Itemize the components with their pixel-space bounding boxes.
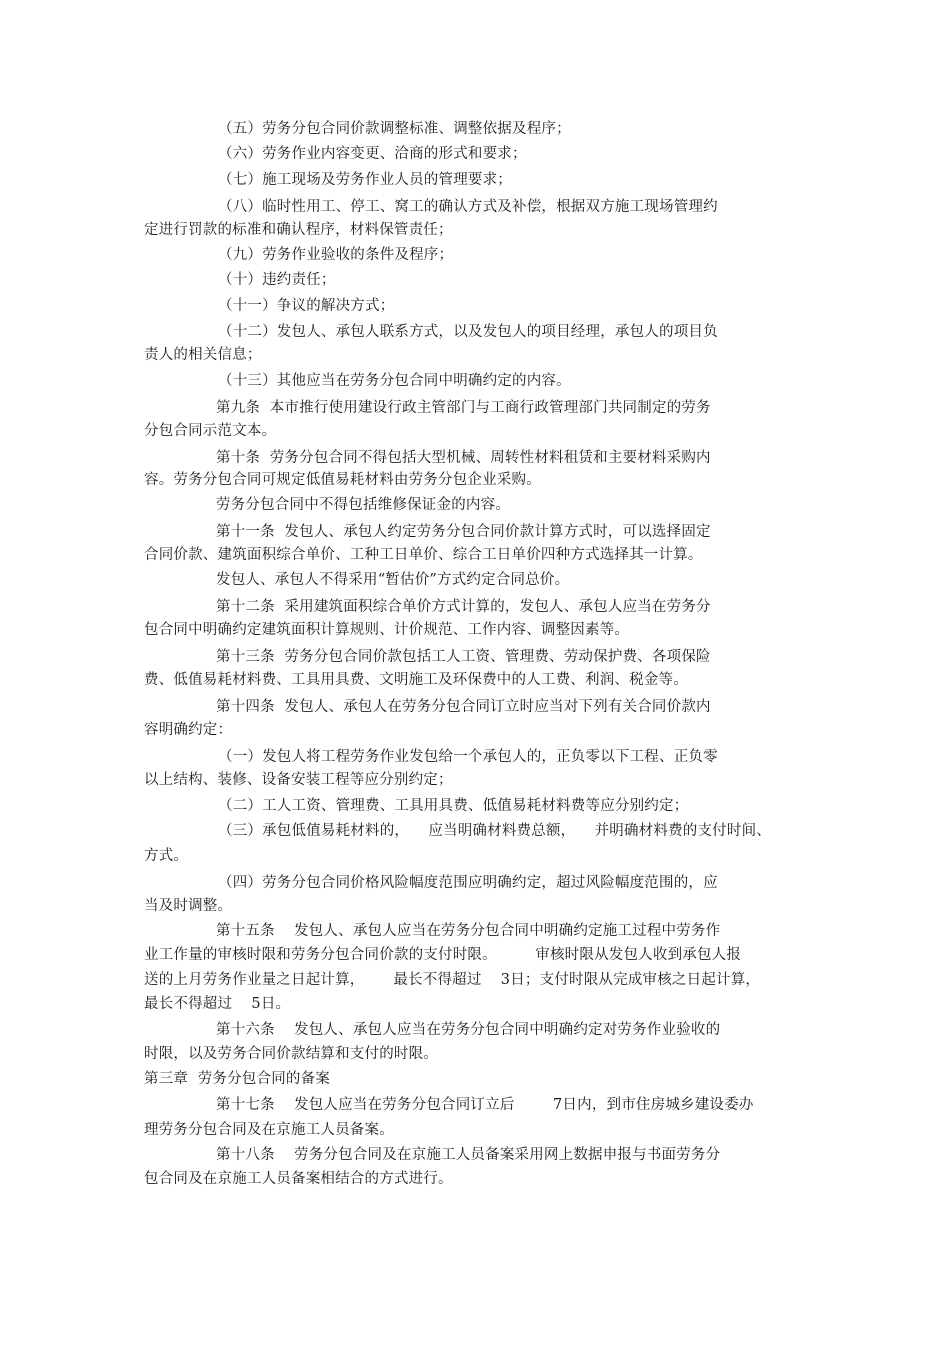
text-line: 第十六条 发包人、承包人应当在劳务分包合同中明确约定对劳务作业验收的 xyxy=(216,1022,721,1038)
text-line: （十三）其他应当在劳务分包合同中明确约定的内容。 xyxy=(218,373,571,389)
chapter-heading: 第三章 劳务分包合同的备案 xyxy=(144,1071,331,1087)
text-line: 包合同中明确约定建筑面积计算规则、计价规范、工作内容、调整因素等。 xyxy=(144,622,630,638)
text-line: 理劳务分包合同及在京施工人员备案。 xyxy=(144,1122,394,1138)
text-line: 送的上月劳务作业量之日起计算， 最长不得超过 3日；支付时限从完成审核之日起计算， xyxy=(144,972,761,988)
text-line: 方式。 xyxy=(144,848,189,864)
text-line: （五）劳务分包合同价款调整标准、调整依据及程序； xyxy=(218,121,571,137)
text-line: （四）劳务分包合同价格风险幅度范围应明确约定，超过风险幅度范围的，应 xyxy=(218,875,718,891)
text-line: 当及时调整。 xyxy=(144,898,233,914)
text-line: （七）施工现场及劳务作业人员的管理要求； xyxy=(218,172,512,188)
text-line: 包合同及在京施工人员备案相结合的方式进行。 xyxy=(144,1171,453,1187)
text-line: 费、低值易耗材料费、工具用具费、文明施工及环保费中的人工费、利润、税金等。 xyxy=(144,672,688,688)
text-line: 合同价款、建筑面积综合单价、工种工日单价、综合工日单价四种方式选择其一计算。 xyxy=(144,547,703,563)
text-line: 劳务分包合同中不得包括维修保证金的内容。 xyxy=(216,497,510,513)
text-line: 责人的相关信息； xyxy=(144,347,262,363)
text-line: （一）发包人将工程劳务作业发包给一个承包人的，正负零以下工程、正负零 xyxy=(218,749,718,765)
text-line: 容。劳务分包合同可规定低值易耗材料由劳务分包企业采购。 xyxy=(144,472,541,488)
text-line: （三）承包低值易耗材料的， 应当明确材料费总额， 并明确材料费的支付时间、 xyxy=(218,823,771,839)
text-line: 第十三条 劳务分包合同价款包括工人工资、管理费、劳动保护费、各项保险 xyxy=(216,649,711,665)
text-line: 第十四条 发包人、承包人在劳务分包合同订立时应当对下列有关合同价款内 xyxy=(216,699,711,715)
text-line: 以上结构、装修、设备安装工程等应分别约定； xyxy=(144,772,453,788)
text-line: 第十二条 采用建筑面积综合单价方式计算的，发包人、承包人应当在劳务分 xyxy=(216,599,711,615)
text-line: 分包合同示范文本。 xyxy=(144,423,277,439)
text-line: （九）劳务作业验收的条件及程序； xyxy=(218,247,454,263)
text-line: 发包人、承包人不得采用“暂估价”方式约定合同总价。 xyxy=(216,572,570,588)
text-line: （十）违约责任； xyxy=(218,272,336,288)
text-line: 最长不得超过 5日。 xyxy=(144,996,291,1012)
text-line: 第九条 本市推行使用建设行政主管部门与工商行政管理部门共同制定的劳务 xyxy=(216,400,711,416)
text-line: （二）工人工资、管理费、工具用具费、低值易耗材料费等应分别约定； xyxy=(218,798,689,814)
text-line: 容明确约定： xyxy=(144,722,233,738)
text-line: （十一）争议的解决方式； xyxy=(218,298,395,314)
text-line: 业工作量的审核时限和劳务分包合同价款的支付时限。 审核时限从发包人收到承包人报 xyxy=(144,947,742,963)
text-line: 定进行罚款的标准和确认程序，材料保管责任； xyxy=(144,222,453,238)
text-line: （六）劳务作业内容变更、洽商的形式和要求； xyxy=(218,146,527,162)
text-line: 时限，以及劳务合同价款结算和支付的时限。 xyxy=(144,1046,438,1062)
text-line: （八）临时性用工、停工、窝工的确认方式及补偿，根据双方施工现场管理约 xyxy=(218,199,718,215)
text-line: （十二）发包人、承包人联系方式，以及发包人的项目经理，承包人的项目负 xyxy=(218,324,718,340)
text-line: 第十五条 发包人、承包人应当在劳务分包合同中明确约定施工过程中劳务作 xyxy=(216,923,721,939)
text-line: 第十条 劳务分包合同不得包括大型机械、周转性材料租赁和主要材料采购内 xyxy=(216,450,711,466)
text-line: 第十七条 发包人应当在劳务分包合同订立后 7日内，到市住房城乡建设委办 xyxy=(216,1097,754,1113)
text-line: 第十一条 发包人、承包人约定劳务分包合同价款计算方式时，可以选择固定 xyxy=(216,524,711,540)
text-line: 第十八条 劳务分包合同及在京施工人员备案采用网上数据申报与书面劳务分 xyxy=(216,1147,721,1163)
